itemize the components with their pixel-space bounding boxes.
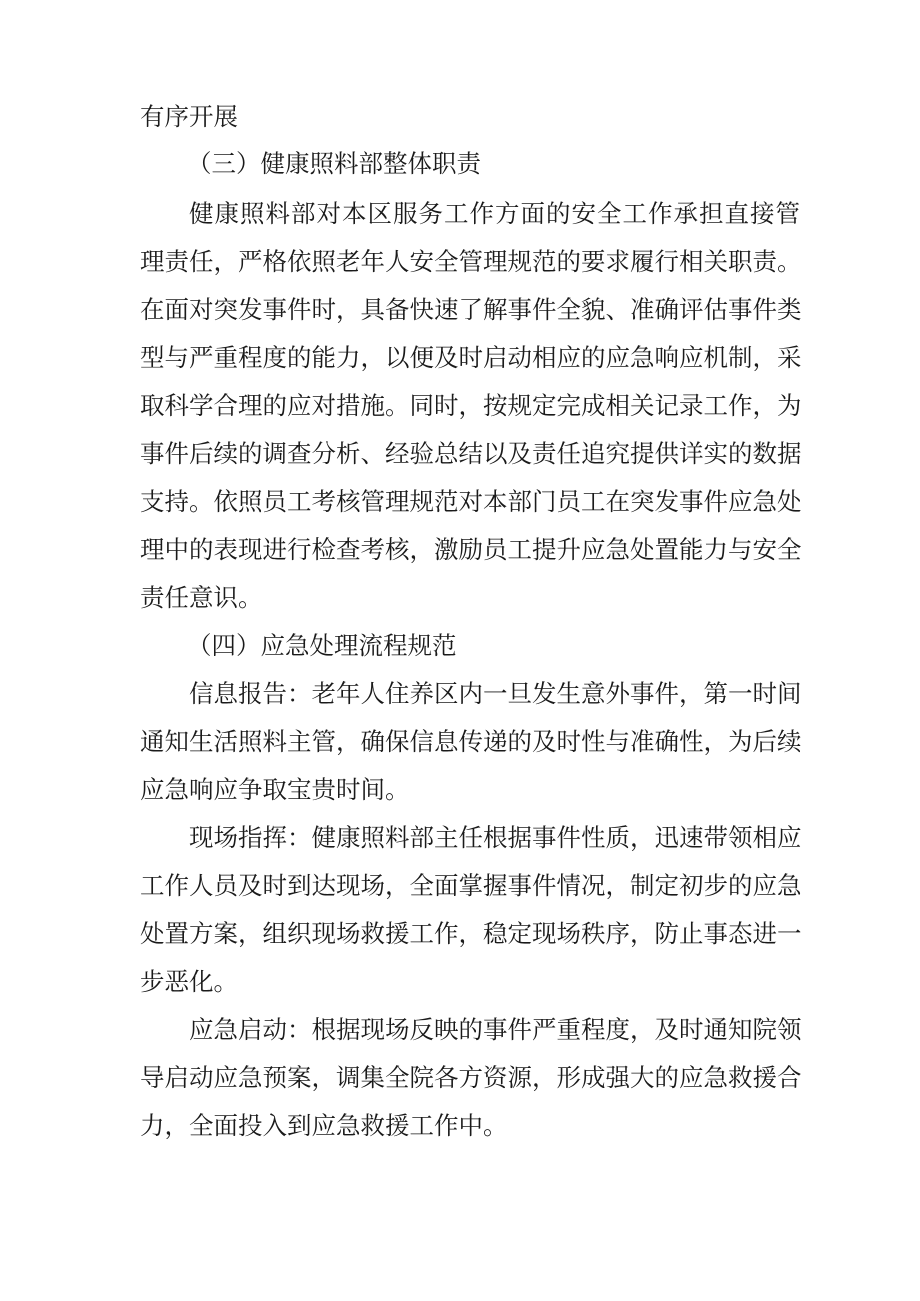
paragraph-line: 事件后续的调查分析、经验总结以及责任追究提供详实的数据 (140, 439, 802, 468)
paragraph-line: 理责任，严格依照老年人安全管理规范的要求履行相关职责。 (140, 247, 802, 276)
paragraph-line: 健康照料部对本区服务工作方面的安全工作承担直接管 (189, 199, 800, 228)
paragraph-line: 应急响应争取宝贵时间。 (140, 775, 410, 804)
paragraph-line: 步恶化。 (140, 967, 238, 996)
paragraph-line: 理中的表现进行检查考核，激励员工提升应急处置能力与安全 (140, 535, 802, 564)
paragraph-line: 应急启动：根据现场反映的事件严重程度，及时通知院领 (189, 1015, 802, 1044)
paragraph-line: 型与严重程度的能力，以便及时启动相应的应急响应机制，采 (140, 343, 802, 372)
paragraph-line: 处置方案，组织现场救援工作，稳定现场秩序，防止事态进一 (140, 919, 802, 948)
paragraph-line: 有序开展 (140, 102, 238, 131)
paragraph-line: 力，全面投入到应急救援工作中。 (140, 1111, 508, 1140)
section-heading-4: （四）应急处理流程规范 (187, 631, 457, 660)
paragraph-line: 现场指挥：健康照料部主任根据事件性质，迅速带领相应 (189, 823, 802, 852)
paragraph-line: 工作人员及时到达现场，全面掌握事件情况，制定初步的应急 (140, 871, 802, 900)
paragraph-line: 信息报告：老年人住养区内一旦发生意外事件，第一时间 (189, 679, 802, 708)
section-heading-3: （三）健康照料部整体职责 (187, 149, 481, 178)
paragraph-line: 通知生活照料主管，确保信息传递的及时性与准确性，为后续 (140, 727, 802, 756)
paragraph-line: 责任意识。 (140, 583, 263, 612)
paragraph-line: 支持。依照员工考核管理规范对本部门员工在突发事件应急处 (140, 487, 802, 516)
paragraph-line: 导启动应急预案，调集全院各方资源，形成强大的应急救援合 (140, 1063, 802, 1092)
paragraph-line: 在面对突发事件时，具备快速了解事件全貌、准确评估事件类 (140, 295, 802, 324)
paragraph-line: 取科学合理的应对措施。同时，按规定完成相关记录工作，为 (140, 391, 802, 420)
